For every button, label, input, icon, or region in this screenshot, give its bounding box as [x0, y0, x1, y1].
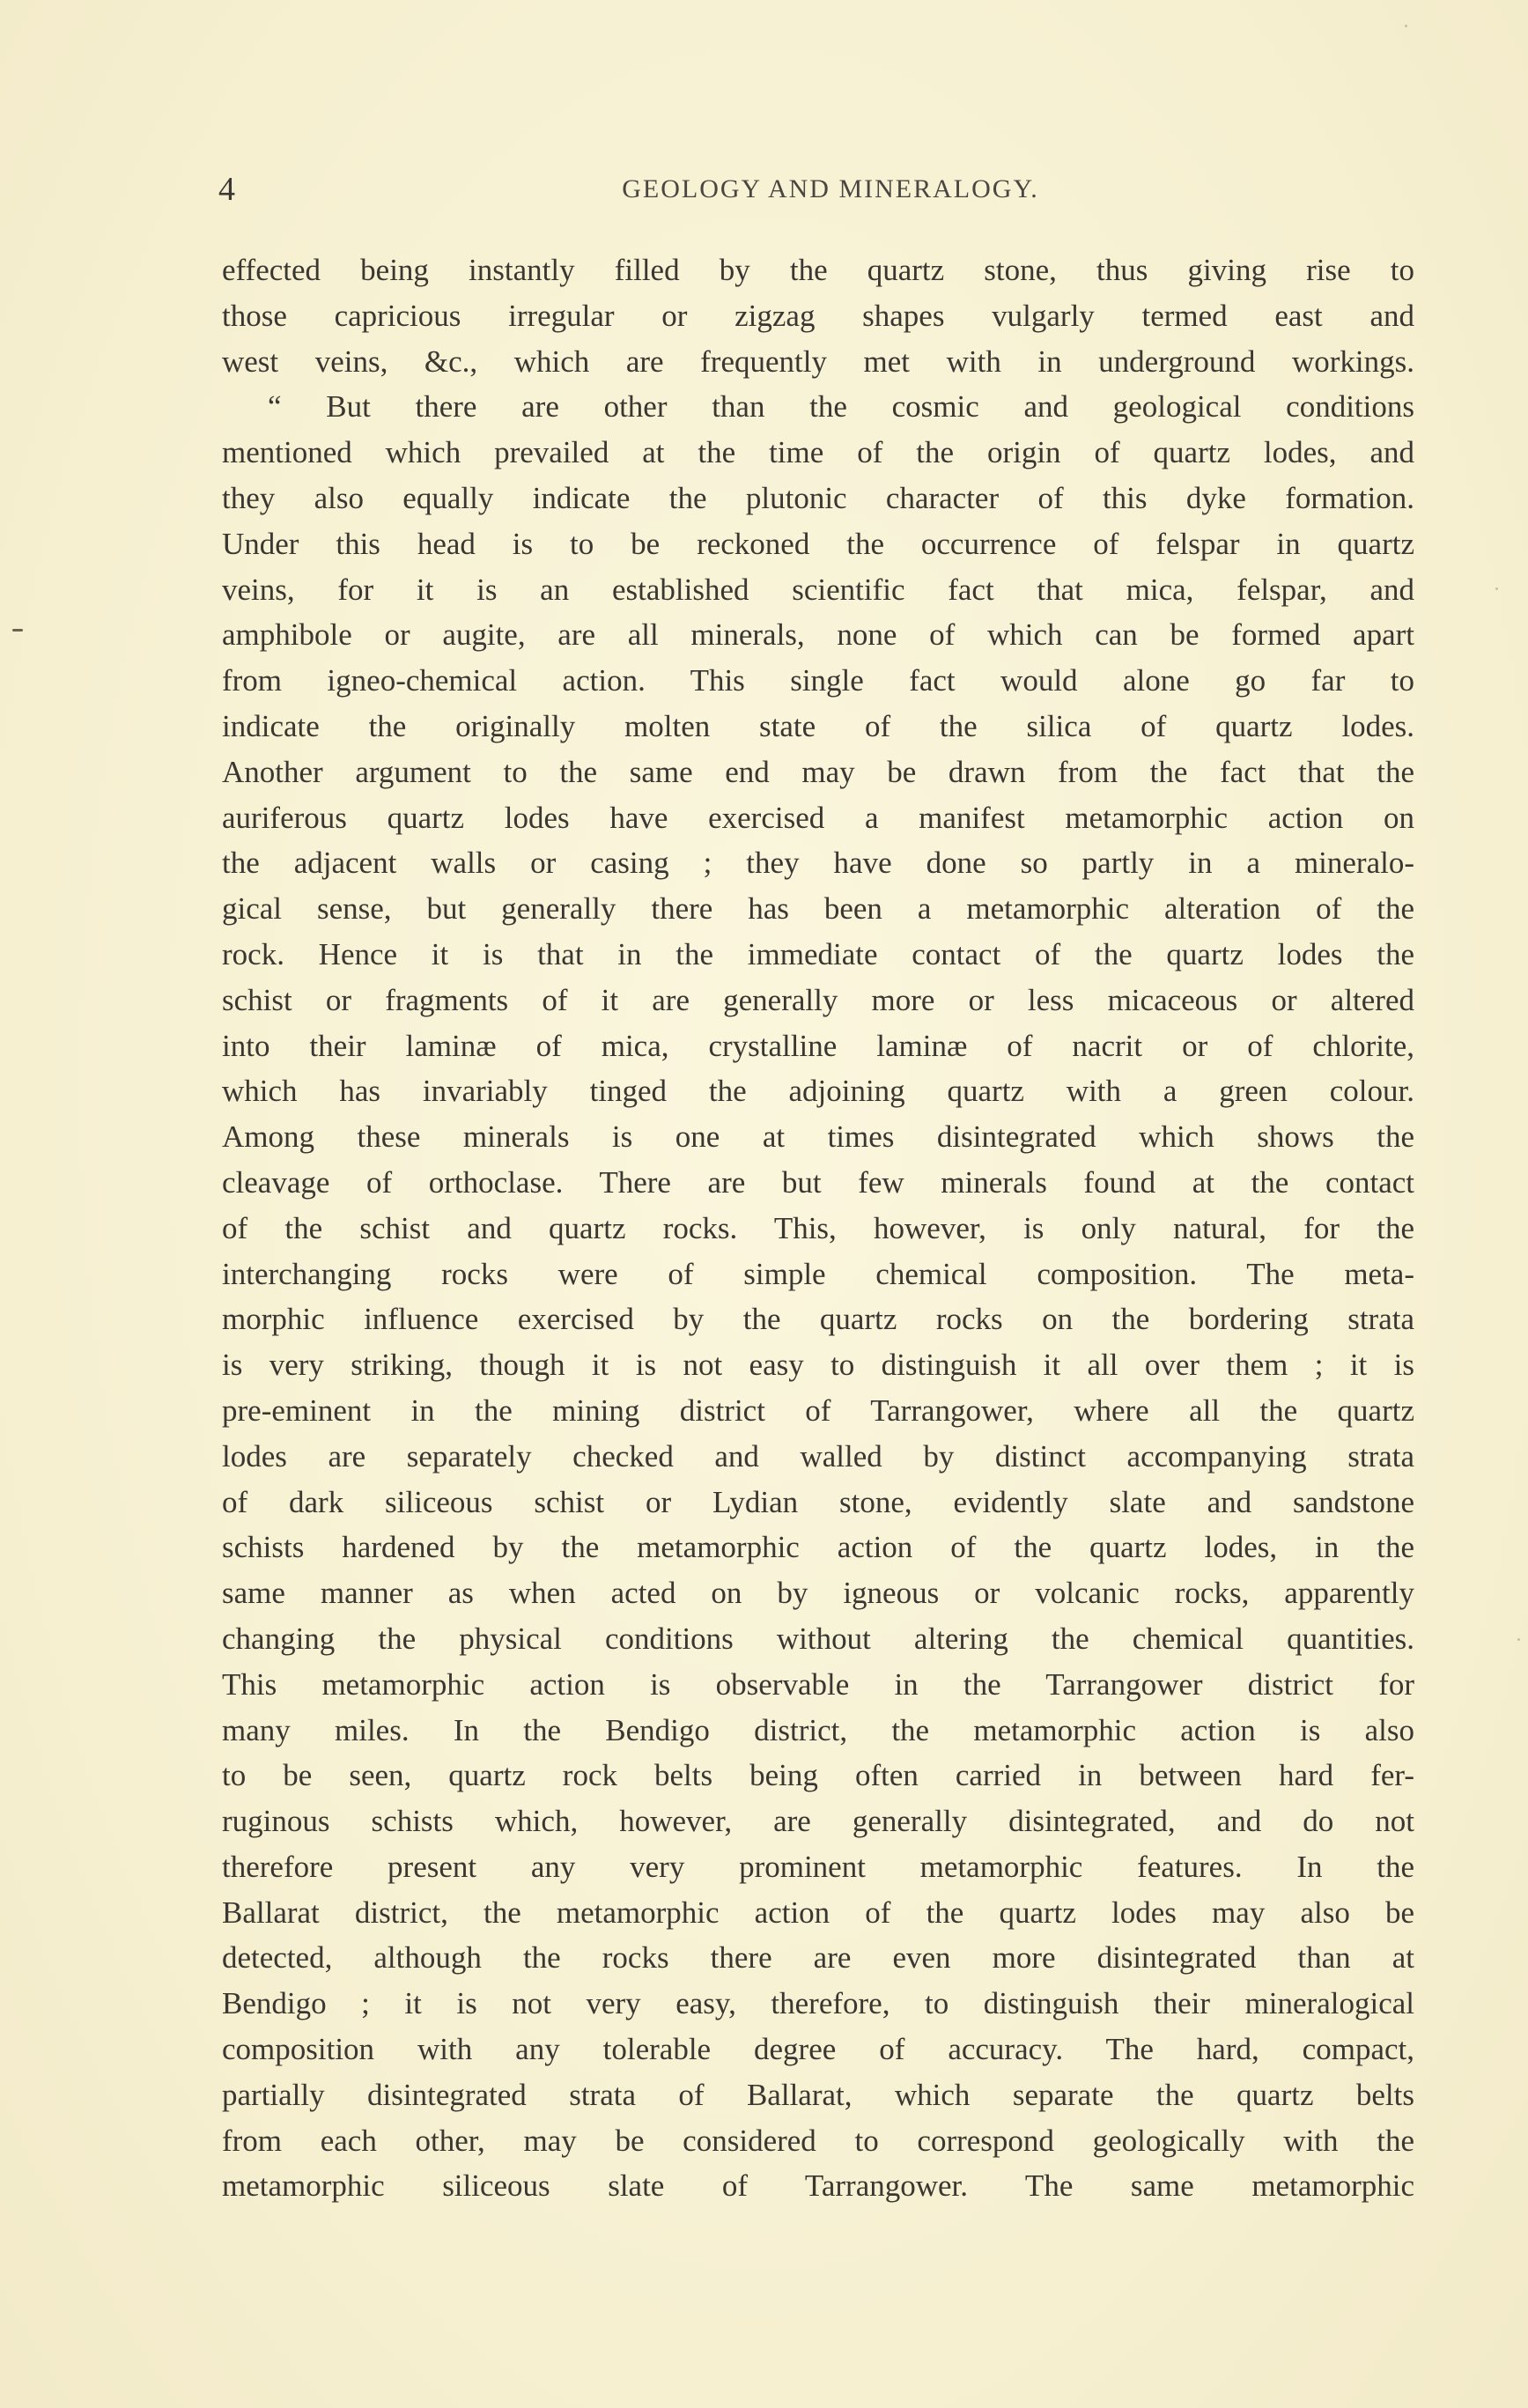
text-line: effected being instantly filled by the quartz stone, thus giving rise to [222, 253, 1414, 287]
text-line: gical sense, but generally there has been a metamorphic alteration of the [222, 891, 1414, 927]
paper-speck [1517, 1638, 1520, 1641]
text-line: amphibole or augite, are all minerals, none of which can be formed apart [222, 617, 1414, 653]
paper-speck [1495, 587, 1498, 590]
body-text [222, 247, 1414, 2209]
text-line: the adjacent walls or casing ; they have done so partly in a mineralo- [222, 846, 1414, 881]
running-head [218, 167, 1416, 211]
running-title: GEOLOGY AND MINERALOGY. [622, 174, 1039, 203]
text-line: west veins, &c., which are frequently met with in underground workings. [222, 343, 1414, 379]
text-line: into their laminæ of mica, crystalline laminæ of nacrit or of chlorite, [222, 1028, 1414, 1063]
text-line: which has invariably tinged the adjoining quartz with a green colour. [222, 1074, 1414, 1109]
text-line: to be seen, quartz rock belts being often carried in between hard fer- [222, 1758, 1414, 1793]
text-line: therefore present any very prominent metamorphic features. In the [222, 1849, 1414, 1884]
margin-ink-mark [12, 629, 23, 632]
text-line: rock. Hence it is that in the immediate contact of the quartz lodes the [222, 936, 1414, 971]
text-line: Under this head is to be reckoned the occurrence of felspar in quartz [222, 526, 1414, 561]
text-line: indicate the originally molten state of the silica of quartz lodes. [222, 708, 1414, 743]
text-line: ruginous schists which, however, are generally disintegrated, and do not [222, 1804, 1414, 1839]
page-number: 4 [218, 171, 235, 208]
text-line: This metamorphic action is observable in the Tarrangower district for [222, 1666, 1414, 1702]
text-line: from igneo-chemical action. This single fact would alone go far to [222, 663, 1414, 698]
text-line: partially disintegrated strata of Ballarat, which separate the quartz belts [222, 2077, 1414, 2112]
text-line: composition with any tolerable degree of accuracy. The hard, compact, [222, 2032, 1414, 2067]
text-line: morphic influence exercised by the quartz rocks on the bordering strata [222, 1302, 1414, 1337]
text-line: veins, for it is an established scientific fact that mica, felspar, and [222, 572, 1414, 607]
text-line: changing the physical conditions without altering the chemical quantities. [222, 1621, 1414, 1656]
text-line: schist or fragments of it are generally more or less micaceous or altered [222, 982, 1414, 1017]
text-line: of dark siliceous schist or Lydian stone, evidently slate and sandstone [222, 1484, 1414, 1519]
text-line: cleavage of orthoclase. There are but few minerals found at the contact [222, 1164, 1414, 1200]
text-line: metamorphic siliceous slate of Tarrangower. The same metamorphic [222, 2168, 1414, 2204]
text-line: lodes are separately checked and walled by distinct accompanying strata [222, 1438, 1414, 1474]
text-line: from each other, may be considered to correspond geologically with the [222, 2123, 1414, 2158]
text-line: they also equally indicate the plutonic character of this dyke formation. [222, 480, 1414, 515]
text-line: pre-eminent in the mining district of Tarrangower, where all the quartz [222, 1392, 1414, 1428]
paper-speck [1405, 25, 1407, 27]
text-line: Among these minerals is one at times disintegrated which shows the [222, 1119, 1414, 1155]
text-line: interchanging rocks were of simple chemical composition. The meta- [222, 1256, 1414, 1291]
paragraph-start-line: “ But there are other than the cosmic and geological conditions [268, 389, 1414, 425]
text-line: same manner as when acted on by igneous or volcanic rocks, apparently [222, 1576, 1414, 1611]
text-line: detected, although the rocks there are even more disintegrated than at [222, 1940, 1414, 1976]
text-line: Another argument to the same end may be drawn from the fact that the [222, 754, 1414, 789]
text-line: many miles. In the Bendigo district, the metamorphic action is also [222, 1712, 1414, 1747]
text-line: Ballarat district, the metamorphic action of the quartz lodes may also be [222, 1895, 1414, 1930]
text-line: those capricious irregular or zigzag shapes vulgarly termed east and [222, 298, 1414, 333]
text-line: is very striking, though it is not easy to distinguish it all over them ; it is [222, 1348, 1414, 1383]
text-line: schists hardened by the metamorphic action of the quartz lodes, in the [222, 1530, 1414, 1565]
text-line: Bendigo ; it is not very easy, therefore, to distinguish their mineralogical [222, 1986, 1414, 2021]
text-line: auriferous quartz lodes have exercised a manifest metamorphic action on [222, 800, 1414, 835]
text-line: mentioned which prevailed at the time of the origin of quartz lodes, and [222, 435, 1414, 470]
text-line: of the schist and quartz rocks. This, however, is only natural, for the [222, 1210, 1414, 1245]
